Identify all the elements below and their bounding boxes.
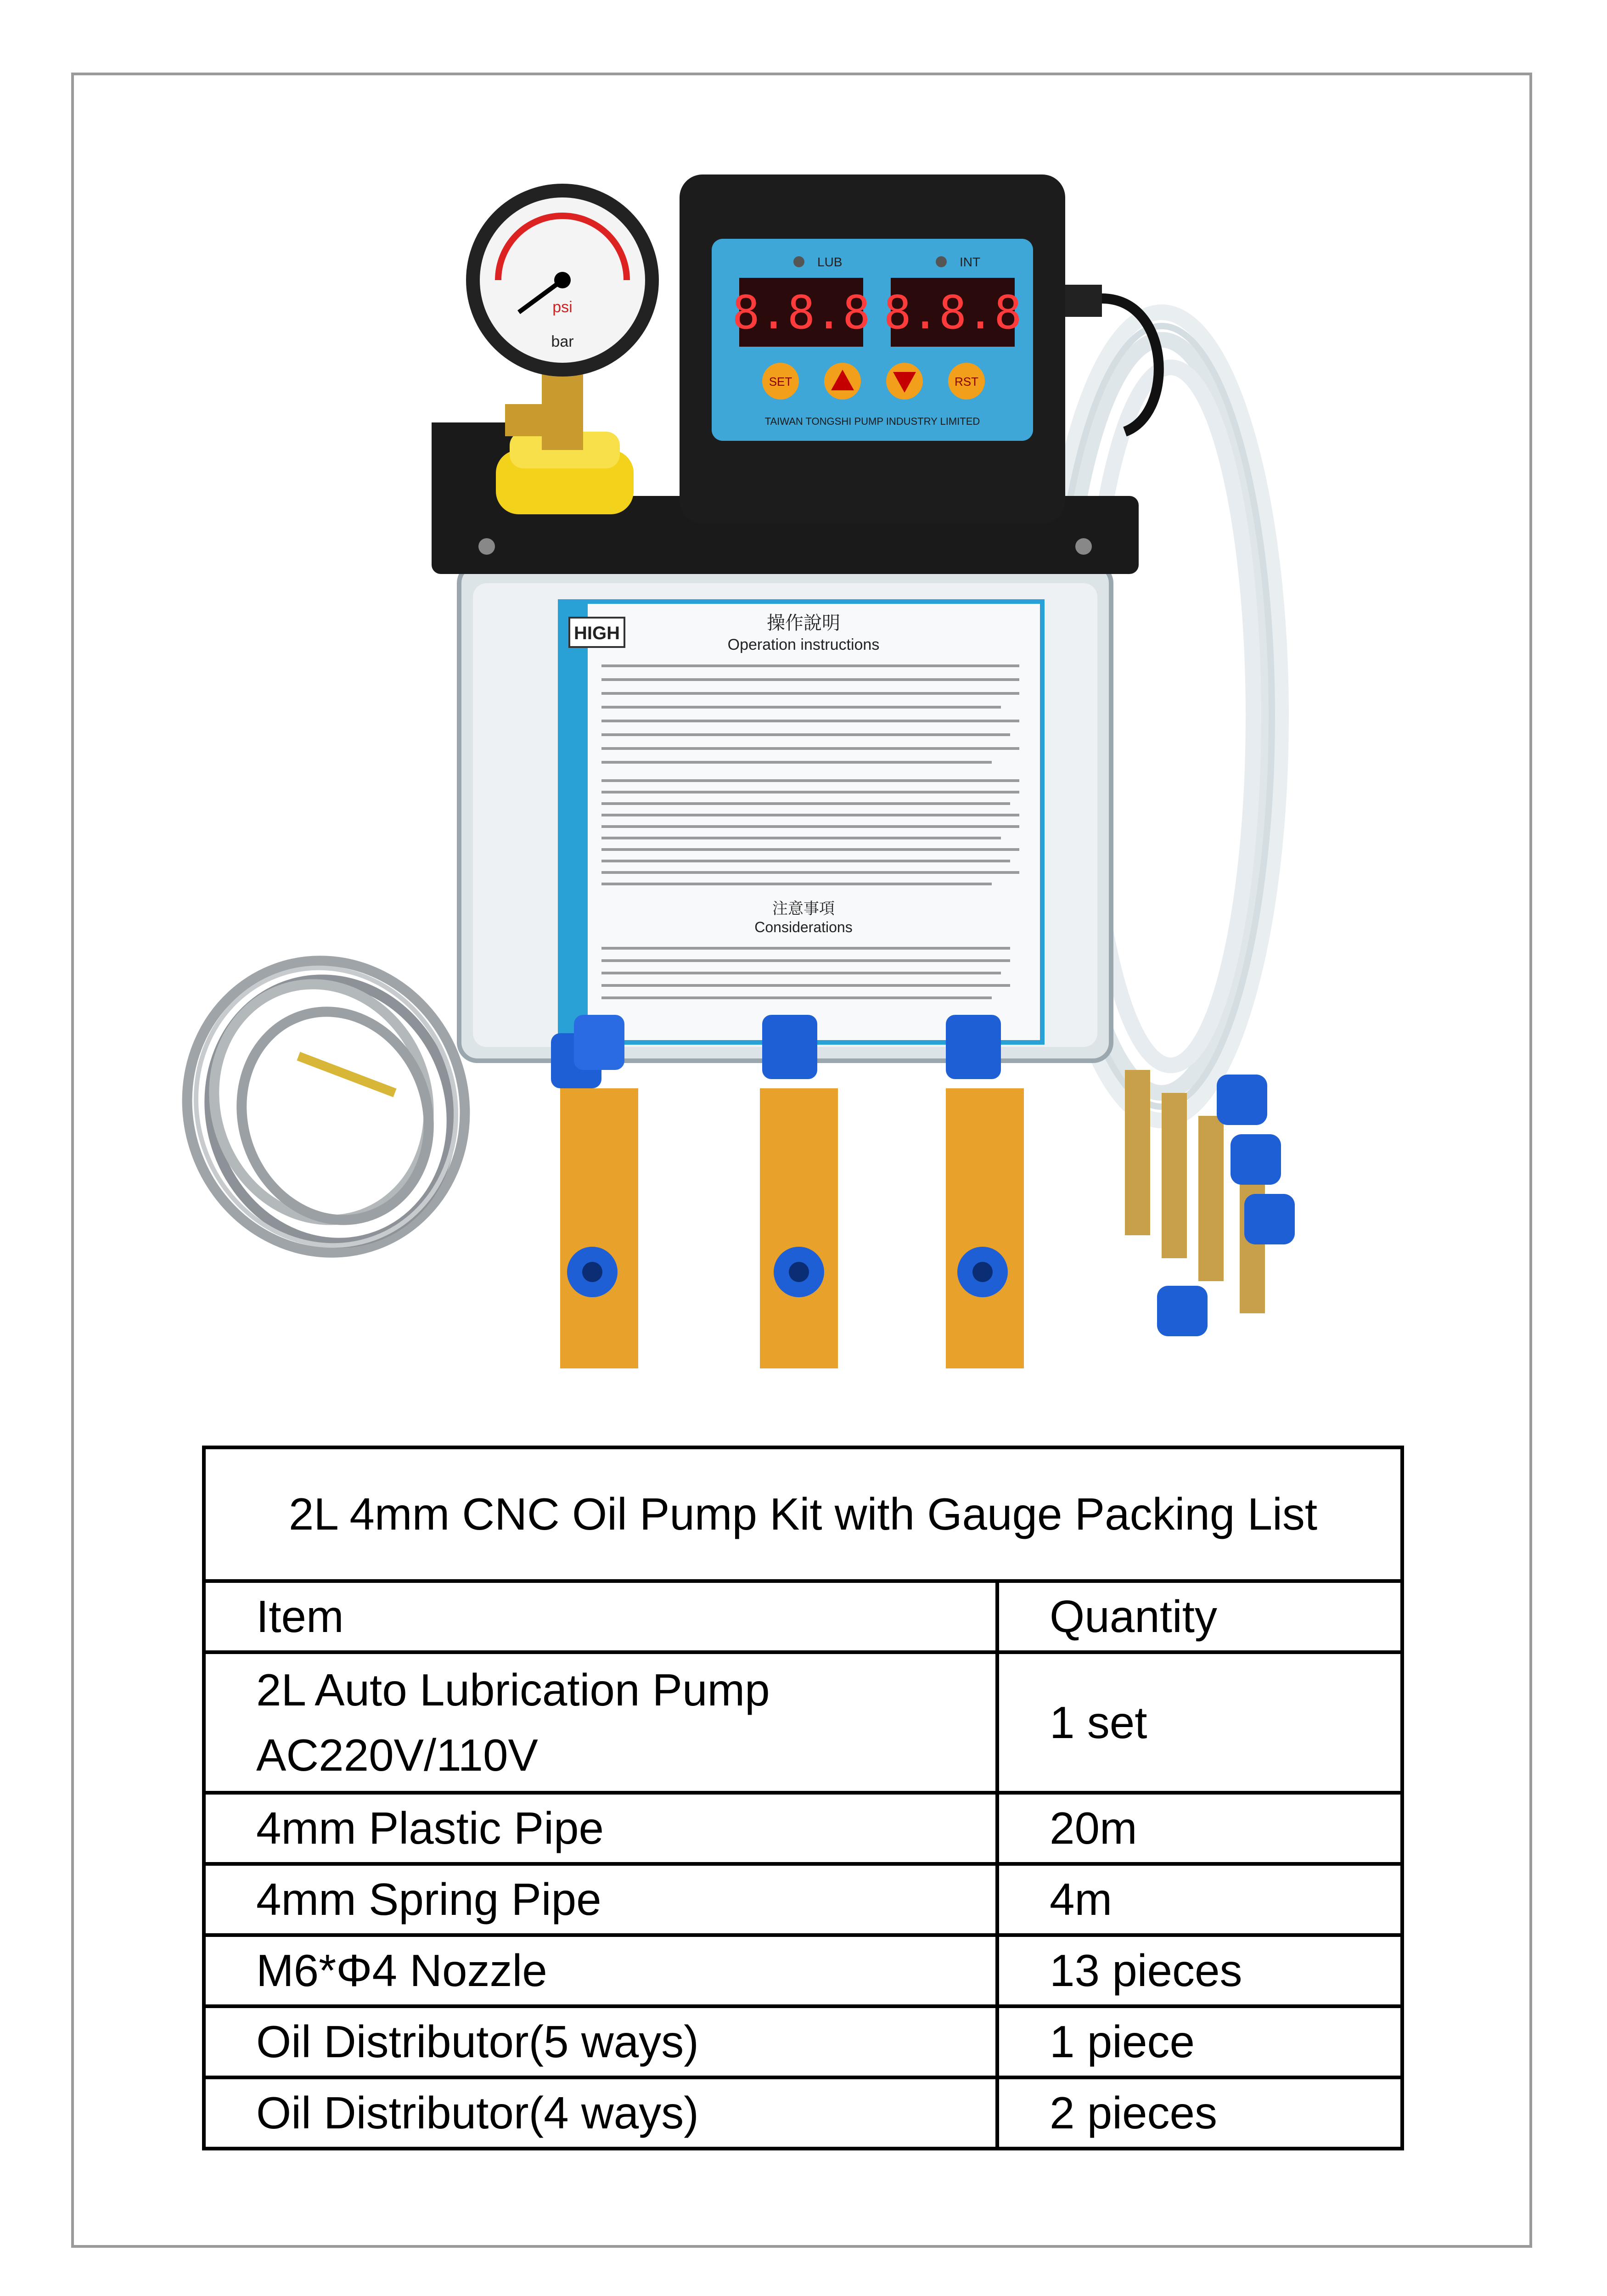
row-item-line1: 2L Auto Lubrication Pump: [256, 1664, 770, 1715]
packing-list-title: 2L 4mm CNC Oil Pump Kit with Gauge Packing List: [204, 1447, 1402, 1581]
table-title-row: [204, 1447, 1402, 1581]
row-quantity: 1 piece: [997, 2006, 1402, 2077]
instructions-heading-cn: 操作說明: [767, 613, 840, 634]
packing-list-table: [202, 1446, 1404, 2150]
row-quantity: 2 pieces: [997, 2077, 1402, 2149]
row-item: M6*Φ4 Nozzle: [204, 1935, 997, 2006]
row-item: 4mm Plastic Pipe: [204, 1793, 997, 1864]
row-item: Oil Distributor(5 ways): [204, 2006, 997, 2077]
display-int: 8.8.8: [883, 286, 1022, 339]
row-item: Oil Distributor(4 ways): [204, 2077, 997, 2149]
pressure-gauge: [466, 184, 659, 450]
table-row: [204, 1652, 1402, 1793]
nozzles: [1125, 1070, 1295, 1336]
row-item: [204, 1652, 997, 1793]
oil-distributors: [551, 1015, 1024, 1368]
spring-pipe-coil: [146, 922, 506, 1292]
btn-set-label: SET: [769, 375, 792, 388]
display-lub: 8.8.8: [732, 286, 871, 339]
led-lub-label: LUB: [817, 255, 843, 269]
btn-rst-label: RST: [955, 375, 978, 388]
table-header-row: [204, 1581, 1402, 1652]
oil-tank: [459, 565, 1111, 1061]
table-row: [204, 1864, 1402, 1935]
header-quantity: Quantity: [997, 1581, 1402, 1652]
led-int-label: INT: [960, 255, 981, 269]
tank-high-label: HIGH: [574, 623, 620, 643]
controller-brand: TAIWAN TONGSHI PUMP INDUSTRY LIMITED: [764, 416, 980, 427]
header-item: Item: [204, 1581, 997, 1652]
row-item: 4mm Spring Pipe: [204, 1864, 997, 1935]
row-quantity: 13 pieces: [997, 1935, 1402, 2006]
gauge-unit-bar: bar: [551, 333, 574, 350]
instructions-heading-en: Operation instructions: [727, 636, 880, 653]
row-item-line2: AC220V/110V: [256, 1730, 538, 1780]
considerations-heading-cn: 注意事項: [772, 900, 835, 918]
table-row: [204, 2077, 1402, 2149]
table-row: [204, 1935, 1402, 2006]
row-quantity: 20m: [997, 1793, 1402, 1864]
product-photo: [138, 174, 1400, 1368]
gauge-unit-psi: psi: [552, 298, 573, 316]
row-quantity: 1 set: [997, 1652, 1402, 1793]
considerations-heading-en: Considerations: [754, 919, 853, 935]
table-row: [204, 1793, 1402, 1864]
table-row: [204, 2006, 1402, 2077]
row-quantity: 4m: [997, 1864, 1402, 1935]
